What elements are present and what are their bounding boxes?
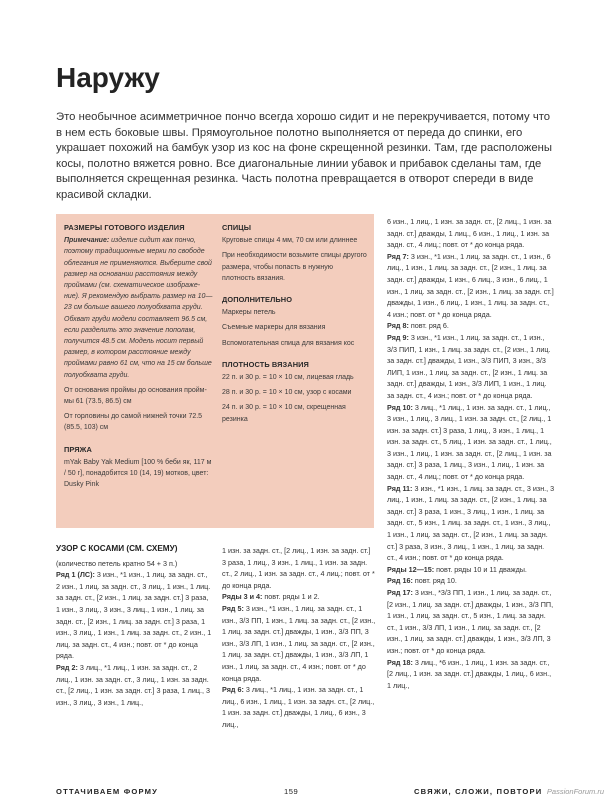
rows-3-4-text: повт. ряды 1 и 2. bbox=[262, 592, 320, 602]
gauge-stockinette: 22 п. и 30 р. = 10 × 10 см, лицевая гладь bbox=[222, 374, 354, 382]
row-11-text: 3 изн., *1 изн., 1 лиц. за задн. ст., 3 изн., 3 лиц., 1 изн., 1 лиц. за задн. ст., [2 изн., 1 лиц. за задн. ст.] 3 раза, 1 изн., 3 лиц., 1 изн., 1 лиц. за задн. ст., 5 изн., 1 лиц. за задн. ст., 1 изн., 3 лиц., 1 изн., 1 лиц. за задн. ст., [2 изн., 1 лиц. за задн. ст.] 3 раза, 3 изн., 3 лиц., 1 изн., 1 лиц. за задн. ст., 4 изн.; повт. от * до конца ряда. bbox=[387, 483, 555, 563]
row-17 bbox=[387, 587, 555, 657]
pattern-heading: УЗОР С КОСАМИ (СМ. СХЕМУ) bbox=[56, 544, 178, 553]
rows-12-15-label: Ряды 12—15: bbox=[387, 564, 435, 574]
row-1-text: 3 изн., *1 изн., 1 лиц. за задн. ст., 2 изн., 1 лиц. за задн. ст., 3 лиц., 1 изн., 1 лиц. за задн. ст., [2 изн., 1 лиц. за задн. ст.] 3 раза, 1 изн., 3 лиц., 3 изн., 3 лиц., 1 изн., 1 лиц. за задн. ст., [2 изн., 1 лиц. за задн. ст.] 3 раза, 1 изн., 3 лиц., 1 изн., 1 лиц. за задн. ст., 2 изн., 1 лиц. за задн. ст., 4 изн.; повт. от * до конца ряда. bbox=[56, 570, 212, 661]
row-1-label: Ряд 1 (ЛС): bbox=[56, 570, 95, 580]
gauge-cables: 28 п. и 30 р. = 10 × 10 см, узор с косами bbox=[222, 389, 352, 397]
yarn-heading: ПРЯЖА bbox=[64, 444, 92, 454]
yarn-text: mYak Baby Yak Medium [100 % беби як, 117 м / 50 г], понадобится 10 (14, 19) мотков, цвет: Dusky Pink bbox=[64, 458, 212, 489]
footer-book-title: СВЯЖИ, СЛОЖИ, ПОВТОРИ bbox=[414, 787, 543, 796]
row-10-label: Ряд 10: bbox=[387, 402, 413, 412]
materials-box bbox=[56, 214, 374, 528]
row-2-label: Ряд 2: bbox=[56, 662, 78, 672]
extra-item-removable-markers: Съемные маркеры для вязания bbox=[222, 324, 326, 332]
row-7-text: 3 изн., *1 изн., 1 лиц. за задн. ст., 1 изн., 6 лиц., 1 изн., 1 лиц. за задн. ст., [2 изн., 1 лиц. за задн. ст.] дважды, 1 изн., 6 лиц., 3 изн., 6 лиц., 1 изн., 1 лиц. за задн. ст., [2 изн., 1 лиц. за задн. ст.] дважды, 1 изн., 6 лиц., 1 изн., 1 лиц. за задн. ст., 4 изн.; повт. от * до конца ряда. bbox=[387, 251, 554, 319]
row-6-continued: 6 изн., 1 лиц., 1 изн. за задн. ст., [2 лиц., 1 изн. за задн. ст.] дважды, 1 лиц., 6 изн., 1 лиц., 1 изн. за задн. ст., 4 лиц.; повт. от * до конца ряда. bbox=[387, 217, 552, 250]
row-11 bbox=[387, 483, 555, 564]
row-6-text: 3 лиц., *1 лиц., 1 изн. за задн. ст., 1 лиц., 6 изн., 1 лиц., 1 изн. за задн. ст., [2 лиц., 1 изн. за задн. ст.] дважды, 1 лиц., 6 изн., 3 лиц., bbox=[222, 685, 375, 729]
row-16 bbox=[387, 575, 555, 587]
gauge-heading: ПЛОТНОСТЬ ВЯЗАНИЯ bbox=[222, 359, 309, 369]
row-16-label: Ряд 16: bbox=[387, 576, 413, 586]
row-17-text: 3 изн., *3/3 ПП, 1 изн., 1 лиц. за задн. ст., [2 изн., 1 лиц. за задн. ст.] дважды, 1 изн., 3/3 ПП, 1 изн., 1 лиц. за задн. ст., 5 изн., 1 лиц. за задн. ст., 1 изн., 3/3 ЛП, 1 изн., 1 лиц. за задн. ст., [2 изн., 1 лиц. за задн. ст.] дважды, 1 изн., 3/3 ЛП, 3 изн.; повт. от * до конца ряда. bbox=[387, 588, 554, 655]
note-text: изделие сидит как пончо, поэтому традиционные мерки по свободе облегания не применяются. Выберите свой размер на основании расстояния между проймами (см. схематическое изображе-ние). Я рекомендую выбрать размер на 10—23 см больше вашего полуобхвата груди. Обхват груди модели составляет 96.5 см, если разделить это значение пополам, получится 48.5 см. Модель носит первый размер, в котором расстояние между проймами равно 61 см, что на 15 см больше полуобхвата груди. bbox=[64, 237, 213, 379]
row-5-text: 3 изн., *1 изн., 1 лиц. за задн. ст., 1 изн., 3/3 ПП, 1 изн., 1 лиц. за задн. ст., [2 изн., 1 лиц. за задн. ст.] дважды, 1 изн., 3/3 ПП, 3 изн., 3/3 ЛП, 1 изн., 1 лиц. за задн. ст., [2 изн., 1 лиц. за задн. ст.] дважды, 1 изн., 3/3 ЛП, 1 изн., 1 лиц. за задн. ст., 4 изн.; повт. от * до конца ряда. bbox=[222, 603, 376, 683]
row-2-continued: 1 изн. за задн. ст., [2 лиц., 1 изн. за задн. ст.] 3 раза, 1 лиц., 3 изн., 1 лиц., 1 изн. за задн. ст., 2 лиц., 1 изн. за задн. ст., 4 лиц.; повт. от * до конца ряда. bbox=[222, 546, 375, 590]
materials-right-column bbox=[222, 222, 367, 429]
row-2-text: 3 лиц., *1 лиц., 1 изн. за задн. ст., 2 лиц., 1 изн. за задн. ст., 3 лиц., 1 изн. за задн. ст., [2 лиц., 1 изн. за задн. ст.] 3 раза, 1 лиц., 3 изн., 3 лиц., 3 изн., 1 лиц., bbox=[56, 662, 210, 707]
row-6 bbox=[222, 684, 376, 730]
row-10 bbox=[387, 402, 555, 483]
rows-3-4-label: Ряды 3 и 4: bbox=[222, 592, 263, 602]
row-10-text: 3 лиц., *1 лиц., 1 изн. за задн. ст., 1 лиц., 3 изн., 1 лиц., 3 лиц., 1 изн. за задн. ст., [2 лиц., 1 изн. за задн. ст.] 3 раза, 1 лиц., 3 изн., 1 лиц., 1 изн. за задн. ст., 5 лиц., 1 изн. за задн. ст., 1 лиц., 3 изн., 1 лиц., 1 изн. за задн. ст., [2 лиц., 1 изн. за задн. ст.] 3 раза, 1 лиц., 3 изн., 1 лиц., 1 изн. за задн. ст., 4 лиц.; повт. от * до конца ряда. bbox=[387, 402, 552, 482]
extra-item-cable-needle: Вспомогательная спица для вязания кос bbox=[222, 339, 355, 347]
row-18-label: Ряд 18: bbox=[387, 657, 413, 667]
rows-12-15 bbox=[387, 564, 555, 576]
gauge-rib: 24 п. и 30 р. = 10 × 10 см, скрещенная резинка bbox=[222, 404, 346, 423]
row-7 bbox=[387, 251, 555, 321]
note-label: Примечание: bbox=[64, 237, 110, 245]
sizes-heading: РАЗМЕРЫ ГОТОВОГО ИЗДЕЛИЯ bbox=[64, 223, 185, 232]
size-note bbox=[64, 235, 214, 381]
row-5 bbox=[222, 603, 376, 684]
armhole-measure: От основания проймы до основания пройм-мы 61 (73.5, 86.5) см bbox=[64, 386, 207, 406]
row-11-label: Ряд 11: bbox=[387, 483, 413, 493]
extra-item-markers: Маркеры петель bbox=[222, 309, 276, 317]
footer-section-title: ОТТАЧИВАЕМ ФОРМУ bbox=[56, 787, 159, 796]
row-18-text: 3 лиц., *6 изн., 1 лиц., 1 изн. за задн. ст., [2 лиц., 1 изн. за задн. ст.] дважды, 1 лиц., 6 изн., 1 лиц., bbox=[387, 657, 552, 690]
row-16-text: повт. ряд 10. bbox=[412, 576, 457, 586]
row-9-text: 3 изн., *1 изн., 1 лиц. за задн. ст., 1 изн., 3/3 ПИП, 1 изн., 1 лиц. за задн. ст., [2 изн., 1 лиц. за задн. ст.] дважды, 1 изн., 3/3 ПИП, 3 изн., 3/3 ЛИП, 1 изн., 1 лиц. за задн. ст., [2 изн., 1 лиц. за задн. ст.] дважды, 1 изн., 3/3 ЛИП, 1 изн., 1 лиц. за задн. ст., 4 изн.; повт. от * до конца ряда. bbox=[387, 332, 551, 400]
pattern-column-2 bbox=[222, 545, 376, 731]
row-8-label: Ряд 8: bbox=[387, 321, 409, 331]
page-title: Наружу bbox=[56, 62, 160, 93]
needles-heading: СПИЦЫ bbox=[222, 223, 252, 232]
pattern-column-1 bbox=[56, 543, 212, 708]
pattern-column-3 bbox=[387, 216, 555, 691]
materials-left-column bbox=[64, 222, 214, 494]
watermark: PassionForum.ru bbox=[546, 787, 604, 796]
row-1 bbox=[56, 569, 212, 662]
rows-3-4 bbox=[222, 591, 376, 603]
row-9 bbox=[387, 332, 555, 402]
row-9-label: Ряд 9: bbox=[387, 332, 409, 342]
row-5-label: Ряд 5: bbox=[222, 603, 244, 613]
page-number: 159 bbox=[284, 787, 299, 796]
row-7-label: Ряд 7: bbox=[387, 251, 409, 261]
row-17-label: Ряд 17: bbox=[387, 588, 413, 597]
needles-text: Круговые спицы 4 мм, 70 см или длиннее bbox=[222, 237, 358, 245]
row-6-label: Ряд 6: bbox=[222, 685, 244, 695]
needles-note: При необходимости возьмите спицы другого размера, чтобы попасть в нужную плотность вязания. bbox=[222, 252, 367, 282]
rows-12-15-text: повт. ряды 10 и 11 дважды. bbox=[434, 564, 527, 574]
row-18 bbox=[387, 657, 555, 692]
row-8-text: повт. ряд 6. bbox=[408, 321, 449, 331]
row-8 bbox=[387, 320, 555, 332]
extra-heading: ДОПОЛНИТЕЛЬНО bbox=[222, 295, 293, 305]
intro-paragraph: Это необычное асимметричное пончо всегда хорошо сидит и не перекручивается, потому что в нем есть боковые швы. Прямоугольное полотно выполняется от переда до спинки, его украшает похожий на бамбук узор из кос на фоне скрещенной резинки. Там, где расположены косы, полотно вяжется ровно. Все диагональные линии убавок и прибавок сделаны там, где выполняется скрещенная резинка. Часть полотна превращается в отворот спереди в виде красивой складки. bbox=[56, 111, 552, 201]
row-2 bbox=[56, 662, 212, 708]
stitch-count: (количество петель кратно 54 + 3 п.) bbox=[56, 558, 178, 568]
neck-measure: От горловины до самой нижней точки 72.5 (85.5, 103) см bbox=[64, 413, 203, 432]
